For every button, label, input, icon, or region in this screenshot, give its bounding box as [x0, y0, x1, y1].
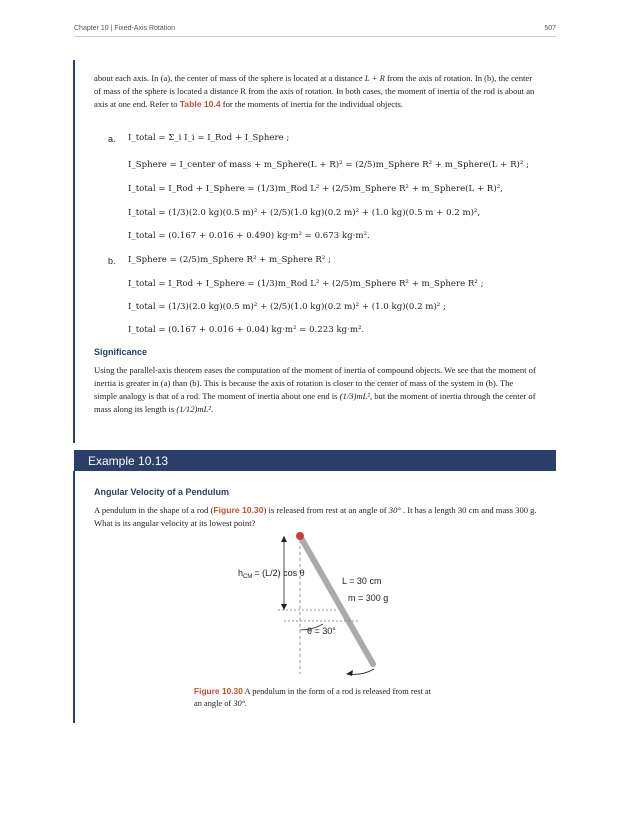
equation-a5: I_total = (0.167 + 0.016 + 0.490) kg·m² = 0.673 kg·m².	[128, 231, 370, 241]
equation-a2: I_Sphere = I_center of mass + m_Sphere(L + R)² = (2/5)m_Sphere R² + m_Sphere(L + R)² ;	[128, 160, 529, 170]
significance-paragraph	[94, 364, 538, 416]
motion-arrowhead	[346, 670, 353, 676]
theta-label: θ = 30°	[307, 626, 336, 636]
caption-figure-ref: Figure 10.30	[194, 686, 243, 696]
equation-b1: I_Sphere = (2/5)m_Sphere R² + m_Sphere R² ;	[128, 255, 331, 265]
significance-math-1: (1/3)mL²	[339, 391, 370, 401]
page-number: 507	[544, 25, 556, 32]
example-title: Example 10.13	[88, 454, 169, 468]
pivot-point	[296, 532, 304, 540]
equation-b2: I_total = I_Rod + I_Sphere = (1/3)m_Rod L² + (2/5)m_Sphere R² + m_Sphere R² ;	[128, 279, 484, 289]
intro-math: L + R	[364, 73, 385, 83]
significance-end: .	[210, 404, 214, 414]
example-text-1: A pendulum in the shape of a rod (	[94, 505, 214, 515]
example-text-3: . It has a length 30 cm and mass 300 g. What is its angular velocity at its lowest point?	[94, 505, 537, 528]
figure-link[interactable]: Figure 10.30	[213, 505, 264, 515]
example-angle: 30°	[388, 505, 401, 515]
example-subtitle: Angular Velocity of a Pendulum	[94, 487, 230, 497]
figure-caption	[194, 685, 434, 710]
equation-b4: I_total = (0.167 + 0.016 + 0.04) kg·m² = 0.223 kg·m².	[128, 325, 365, 335]
example-text-2: ) is released from rest at an angle of	[263, 505, 387, 515]
intro-paragraph	[94, 72, 538, 111]
significance-math-2: (1/12)mL²	[176, 404, 211, 414]
equation-b3: I_total = (1/3)(2.0 kg)(0.5 m)² + (2/5)(1.0 kg)(0.2 m)² + (1.0 kg)(0.2 m)² ;	[128, 302, 446, 312]
part-a-label: a.	[108, 134, 116, 144]
hcm-arrow-top	[281, 536, 287, 542]
length-label: L = 30 cm	[342, 576, 382, 586]
intro-text-2: from the axis of rotation.	[386, 73, 473, 83]
caption-text: A pendulum in the form of a rod is released from rest at an angle of	[194, 687, 432, 708]
intro-text-3: In (b), the center of mass of the sphere is located a distance R from the axis of rotation. In both cases, the moment of inertia of the rod is about an axis at one end. Refer to	[94, 73, 535, 109]
mass-label: m = 300 g	[348, 593, 389, 603]
equation-a4: I_total = (1/3)(2.0 kg)(0.5 m)² + (2/5)(1.0 kg)(0.2 m)² + (1.0 kg)(0.5 m + 0.2 m)²,	[128, 208, 481, 218]
header-rule	[74, 36, 556, 37]
example-side-bar-2	[73, 471, 75, 723]
running-header-chapter: Chapter 10 | Fixed-Axis Rotation	[74, 25, 176, 32]
hcm-arrow-bottom	[281, 604, 287, 610]
significance-text-1: Using the parallel-axis theorem eases the computation of the moment of inertia of compound objects. We see that the moment of inertia is greater in (a) than (b). This is because the axis of rotation is closer to the center of mass of the system in (b). The simple analogy is that of a rod. The moment of inertia about one end is	[94, 365, 536, 401]
equation-a3: I_total = I_Rod + I_Sphere = (1/3)m_Rod L² + (2/5)m_Sphere R² + m_Sphere(L + R)²,	[128, 184, 503, 194]
part-b-label: b.	[108, 256, 116, 266]
pendulum-figure	[220, 526, 420, 676]
table-link[interactable]: Table 10.4	[179, 99, 221, 109]
caption-angle: 30°.	[233, 699, 248, 708]
significance-text-2: , but the moment of inertia through the center of mass along its length is	[94, 391, 536, 414]
intro-text-4: for the moments of inertia for the individual objects.	[222, 99, 403, 109]
intro-text-1: about each axis. In (a), the center of mass of the sphere is located at a distance	[94, 73, 363, 83]
hcm-label: $h_{CM} = (L/2)$ cos θ	[238, 568, 305, 580]
equation-a1: I_total = Σ_i I_i = I_Rod + I_Sphere ;	[128, 133, 290, 143]
significance-heading: Significance	[94, 347, 148, 357]
example-banner	[74, 450, 556, 471]
example-side-bar	[73, 60, 75, 443]
